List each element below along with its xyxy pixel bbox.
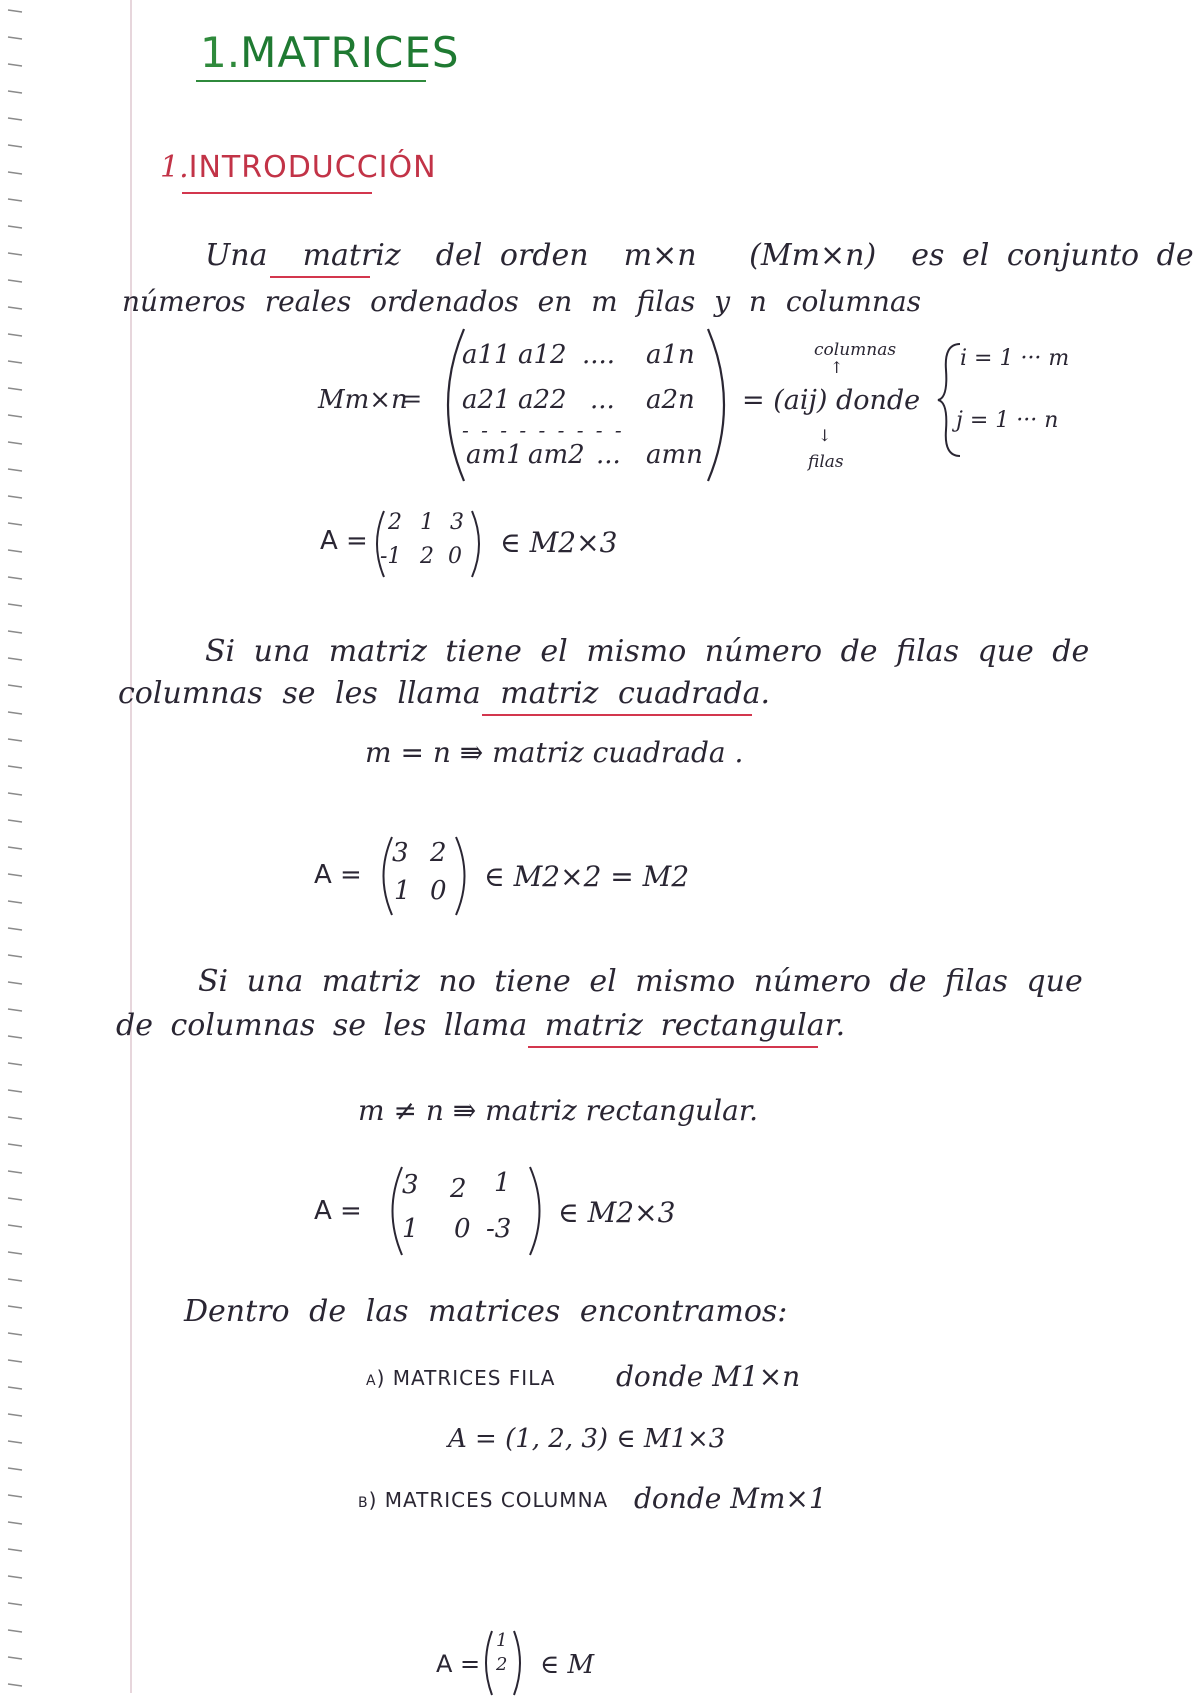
row-matrix-label: a) MATRICES FILA: [366, 1366, 556, 1390]
section-underline: [182, 192, 372, 194]
binder-tick: [8, 928, 22, 930]
binder-tick: [8, 847, 22, 849]
title-word: MATRICES: [240, 28, 460, 77]
binder-tick: [8, 1279, 22, 1281]
column-matrix-example-rhs: ∈ M: [540, 1650, 595, 1680]
general-matrix-cell: am1: [466, 440, 523, 470]
intro-word-del-orden: del orden: [435, 238, 589, 273]
binder-tick: [8, 361, 22, 363]
filas-label: filas: [808, 452, 844, 472]
general-matrix-rhs: = (aij) donde: [742, 385, 921, 416]
example1-lhs: A =: [320, 526, 368, 556]
example1-cell: 2: [388, 510, 402, 535]
general-matrix-cell: a11: [462, 340, 511, 370]
binder-tick: [8, 793, 22, 795]
section-word: INTRODUCCIÓN: [188, 150, 437, 185]
example1-cell: 0: [448, 544, 462, 569]
binder-tick: [8, 523, 22, 525]
square-term: matriz cuadrada: [500, 676, 761, 711]
title-underline: [196, 80, 426, 82]
example1-rhs: ∈ M2×3: [500, 526, 618, 559]
binder-tick: [8, 253, 22, 255]
row-matrix-example: A = (1, 2, 3) ∈ M1×3: [448, 1424, 726, 1454]
general-matrix-cell: a22: [518, 385, 567, 415]
rect-line-2a: de columnas se les llama: [116, 1008, 528, 1043]
binder-tick: [8, 1009, 22, 1011]
square-period: .: [760, 676, 771, 711]
matriz-underline: [270, 276, 370, 278]
binder-tick: [8, 307, 22, 309]
example1-cell: -1: [380, 544, 402, 569]
example3-cell: 1: [402, 1214, 419, 1244]
binder-tick: [8, 658, 22, 660]
binder-tick: [8, 820, 22, 822]
binder-tick: [8, 631, 22, 633]
binder-edge: [0, 0, 40, 1693]
example1-cell: 3: [450, 510, 464, 535]
binder-tick: [8, 1576, 22, 1578]
example2-cell: 2: [430, 838, 447, 868]
binder-tick: [8, 1306, 22, 1308]
rect-line-2: [116, 1008, 845, 1043]
binder-tick: [8, 955, 22, 957]
square-line-2a: columnas se les llama: [118, 676, 481, 711]
intro-word-matriz: matriz: [302, 238, 401, 273]
binder-tick: [8, 199, 22, 201]
binder-tick: [8, 1495, 22, 1497]
rect-rule: m ≠ n ⇛ matriz rectangular.: [358, 1094, 759, 1127]
binder-tick: [8, 1603, 22, 1605]
intro-word-mxn: m×n: [623, 238, 697, 273]
binder-tick: [8, 874, 22, 876]
binder-tick: [8, 1063, 22, 1065]
example3-cell: 2: [450, 1174, 467, 1204]
binder-tick: [8, 145, 22, 147]
binder-tick: [8, 469, 22, 471]
general-matrix-cell: ...: [590, 385, 615, 415]
binder-tick: [8, 550, 22, 552]
intro-word-rest: es el conjunto de: [911, 238, 1194, 273]
intro-line-2: números reales ordenados en m filas y n columnas: [122, 285, 922, 318]
general-matrix-cell: ....: [582, 340, 616, 370]
binder-tick: [8, 388, 22, 390]
column-matrix-left-paren: [478, 1628, 496, 1698]
square-line-2: [118, 676, 770, 711]
general-matrix-cell: amn: [646, 440, 703, 470]
general-matrix-eq: =: [402, 385, 423, 413]
example1-cell: 2: [420, 544, 434, 569]
binder-tick: [8, 226, 22, 228]
binder-tick: [8, 1468, 22, 1470]
example3-right-paren: [526, 1164, 552, 1258]
rect-period: .: [835, 1008, 846, 1043]
binder-tick: [8, 1684, 22, 1686]
rect-line-1: Si una matriz no tiene el mismo número de filas que: [198, 964, 1083, 999]
binder-tick: [8, 64, 22, 66]
binder-tick: [8, 415, 22, 417]
general-matrix-cell: am2: [528, 440, 585, 470]
square-rule: m = n ⇛ matriz cuadrada .: [365, 736, 744, 769]
binder-tick: [8, 334, 22, 336]
condition-i: i = 1 ··· m: [960, 346, 1070, 371]
general-matrix-cell: a2n: [646, 385, 695, 415]
binder-tick: [8, 1171, 22, 1173]
filas-arrow: ↓: [818, 426, 832, 445]
binder-tick: [8, 739, 22, 741]
binder-tick: [8, 118, 22, 120]
binder-tick: [8, 1144, 22, 1146]
intro-word-Mmxn: (Mm×n): [749, 238, 877, 273]
binder-tick: [8, 1036, 22, 1038]
title-number: 1.: [200, 28, 241, 77]
column-matrix-cell: 2: [496, 1654, 508, 1675]
binder-tick: [8, 10, 22, 12]
binder-tick: [8, 37, 22, 39]
square-line-1: Si una matriz tiene el mismo número de filas que de: [205, 634, 1090, 669]
binder-tick: [8, 91, 22, 93]
general-matrix-cell: a21: [462, 385, 511, 415]
row-matrix-where: donde M1×n: [616, 1360, 801, 1393]
binder-tick: [8, 280, 22, 282]
binder-tick: [8, 1657, 22, 1659]
column-matrix-cell: 1: [496, 1630, 508, 1651]
general-matrix-right-paren: [702, 325, 742, 485]
binder-tick: [8, 1414, 22, 1416]
binder-tick: [8, 1387, 22, 1389]
general-matrix-lhs: Mm×n: [318, 385, 408, 415]
general-matrix-cell: a12: [518, 340, 567, 370]
binder-tick: [8, 1252, 22, 1254]
binder-tick: [8, 1225, 22, 1227]
rect-term: matriz rectangular: [544, 1008, 836, 1043]
condition-j: j = 1 ··· n: [956, 408, 1059, 433]
general-matrix-cell: ...: [596, 440, 621, 470]
binder-tick: [8, 1090, 22, 1092]
intro-word-una: Una: [205, 238, 268, 273]
binder-tick: [8, 1198, 22, 1200]
binder-tick: [8, 1333, 22, 1335]
column-matrix-right-paren: [510, 1628, 528, 1698]
binder-tick: [8, 766, 22, 768]
binder-tick: [8, 901, 22, 903]
binder-tick: [8, 172, 22, 174]
binder-tick: [8, 442, 22, 444]
binder-tick: [8, 1630, 22, 1632]
example2-lhs: A =: [314, 860, 362, 890]
rect-term-underline: [528, 1046, 818, 1048]
example3-cell: 0: [454, 1214, 471, 1244]
general-matrix-dashes: - - - - - - - - -: [462, 418, 625, 442]
column-matrix-label: b) MATRICES COLUMNA: [358, 1488, 609, 1512]
binder-tick: [8, 1117, 22, 1119]
binder-tick: [8, 982, 22, 984]
binder-tick: [8, 604, 22, 606]
binder-tick: [8, 1360, 22, 1362]
binder-tick: [8, 1441, 22, 1443]
binder-tick: [8, 1522, 22, 1524]
column-matrix-example-lhs: A =: [436, 1650, 481, 1678]
example1-cell: 1: [420, 510, 434, 535]
page-title: [200, 28, 460, 77]
example3-cell: -3: [486, 1214, 512, 1244]
binder-tick: [8, 1549, 22, 1551]
example2-cell: 3: [392, 838, 409, 868]
types-intro: Dentro de las matrices encontramos:: [184, 1294, 788, 1329]
columnas-label: columnas: [814, 340, 897, 360]
example2-right-paren: [452, 834, 476, 918]
example2-rhs: ∈ M2×2 = M2: [484, 860, 690, 893]
column-matrix-where: donde Mm×1: [634, 1482, 827, 1515]
example2-cell: 0: [430, 876, 447, 906]
section-heading: [160, 150, 437, 185]
binder-tick: [8, 712, 22, 714]
general-matrix-cell: a1n: [646, 340, 695, 370]
example3-lhs: A =: [314, 1196, 362, 1226]
binder-tick: [8, 685, 22, 687]
example3-rhs: ∈ M2×3: [558, 1196, 676, 1229]
example2-cell: 1: [394, 876, 411, 906]
binder-tick: [8, 496, 22, 498]
square-term-underline: [482, 714, 752, 716]
intro-line-1: [205, 238, 1194, 273]
binder-tick: [8, 577, 22, 579]
example1-right-paren: [468, 508, 488, 580]
example3-cell: 3: [402, 1170, 419, 1200]
section-number: 1.: [160, 150, 189, 185]
example3-cell: 1: [494, 1168, 511, 1198]
margin-line: [130, 0, 132, 1693]
columnas-arrow: ↑: [830, 358, 844, 377]
